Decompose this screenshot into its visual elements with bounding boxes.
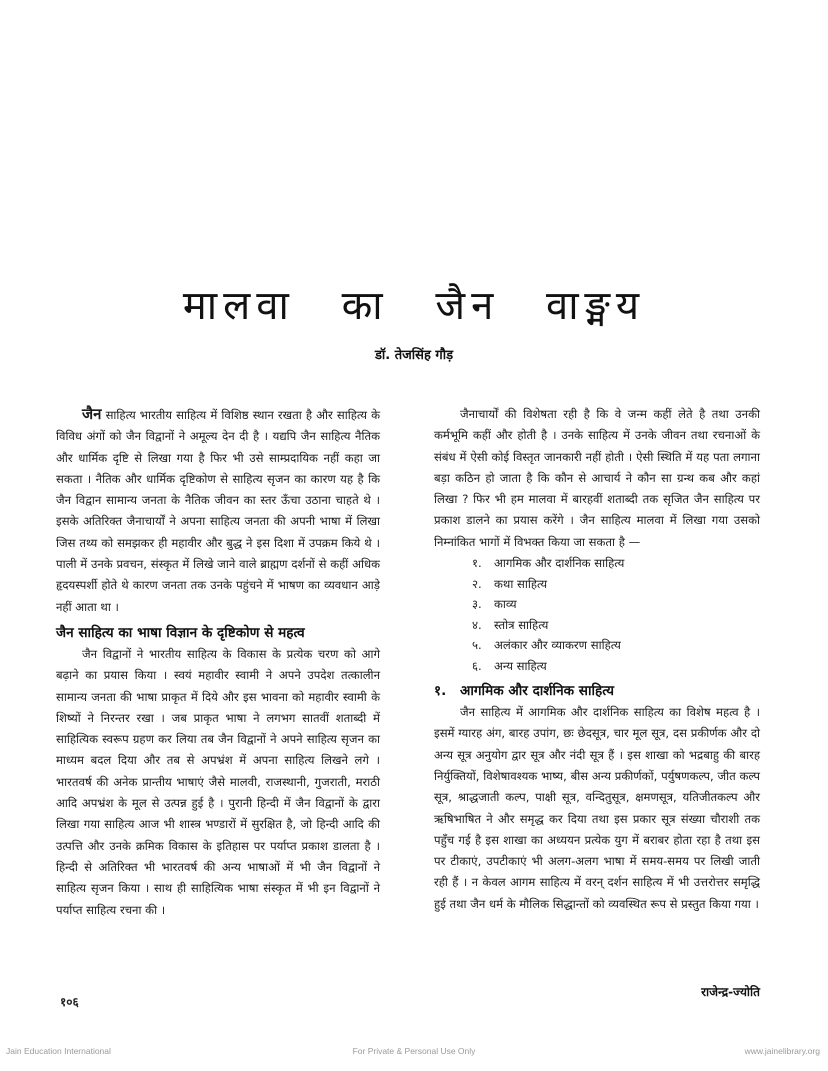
- section-heading: जैन साहित्य का भाषा विज्ञान के दृष्टिकोण से महत्व: [56, 624, 305, 641]
- list-label: आगमिक और दार्शनिक साहित्य: [494, 556, 625, 571]
- divisions-list: [434, 553, 760, 676]
- list-number: ३.: [472, 597, 482, 612]
- title-word: का: [341, 283, 389, 329]
- list-item: [472, 656, 760, 677]
- title-word: जैन: [435, 283, 500, 329]
- list-label: कथा साहित्य: [494, 576, 548, 591]
- section-heading: [434, 680, 760, 702]
- title-word: वाङ्मय: [546, 283, 646, 329]
- section-number: १.: [434, 683, 447, 700]
- right-column: [434, 404, 760, 915]
- left-column: [56, 404, 380, 921]
- list-item: [472, 574, 760, 595]
- list-label: काव्य: [494, 597, 517, 612]
- footer-center: For Private & Personal Use Only: [352, 1046, 476, 1056]
- journal-name: राजेन्द्र-ज्योति: [701, 985, 760, 999]
- drop-word: जैन: [82, 405, 102, 423]
- list-number: ४.: [472, 617, 482, 632]
- section-paragraph: जैन साहित्य में आगमिक और दार्शनिक साहित्य का विशेष महत्व है । इसमें ग्यारह अंग, बारह उपांग, छः छेदसूत्र, चार मूल सूत्र, दस प्रकीर्णक और दो अन्य सूत्र अनुयोग द्वार सूत्र और नंदी सूत्र हैं । इस शाखा को भद्रबाहु की बारह निर्युक्तियों, विशेषावश्यक भाष्य, बीस अन्य प्रकीर्णकों, पर्युषणकल्प, जीत कल्प सूत्र, श्राद्धजाती कल्प, पाक्षी सूत्र, वन्दितुसूत्र, क्षमणसूत्र, यतिजीतकल्प और ऋषिभाषित ने और समृद्ध कर दिया तथा इस प्रकार सूत्र संख्या चौराशी तक पहुँच गई है इस शाखा का अध्ययन प्रत्येक युग में बराबर होता रहा है तथा इस पर टीकाएं, उपटीकाएं भी अलग-अलग भाषा में समय-समय पर लिखी जाती रही हैं । न केवल आगम साहित्य में वरन् दर्शन साहित्य में भी उत्तरोत्तर समृद्धि हुई तथा जैन धर्म के मौलिक सिद्धान्तों को व्यवस्थित रूप से प्रस्तुत किया गया ।: [434, 705, 760, 911]
- list-label: अलंकार और व्याकरण साहित्य: [494, 638, 621, 653]
- list-number: २.: [472, 576, 482, 591]
- intro-paragraph: जैनाचार्यों की विशेषता रही है कि वे जन्म कहीं लेते है तथा उनकी कर्मभूमि कहीं और होती है । उनके साहित्य में उनके जीवन तथा रचनाओं के संबंध में ऐसी कोई विस्तृत जानकारी नहीं होती । ऐसी स्थिति में यह पता लगाना बड़ा कठिन हो जाता है कि कौन से आचार्य ने कौन सा ग्रन्थ कब और कहां लिखा ? फिर भी हम मालवा में बारहवीं शताब्दी तक सृजित जैन साहित्य पर प्रकाश डालने का प्रयास करेंगे । जैन साहित्य मालवा में लिखा गया उसको निम्नांकित भागों में विभक्त किया जा सकता है —: [434, 407, 760, 549]
- list-item: [472, 615, 760, 636]
- footer-right: www.jainelibrary.org: [744, 1046, 820, 1056]
- page-number: १०६: [60, 995, 79, 1009]
- intro-text: साहित्य भारतीय साहित्य में विशिष्ठ स्थान रखता है और साहित्य के विविध अंगों को जैन विद्वानों ने अमूल्य देन दी है । यद्यपि जैन साहित्य नैतिक और धार्मिक दृष्टि से लिखा गया है फिर भी उसे साम्प्रदायिक नहीं कहा जा सकता । नैतिक और धार्मिक दृष्टिकोण से साहित्य सृजन का कारण यह है कि जैन विद्वान सामान्य जनता के नैतिक जीवन का स्तर ऊँचा उठाना चाहते थे । इसके अतिरिक्त जैनाचार्यों ने अपना साहित्य जनता की अपनी भाषा में लिखा जिस तथ्य को समझकर ही महावीर और बुद्ध ने इस दिशा में उपक्रम किये थे । पाली में उनके प्रवचन, संस्कृत में लिखे जाने वाले ब्राह्मण दर्शनों से कहीं अधिक हृदयस्पर्शी होते थे कारण जनता तक उनके पहुंचने में भाषण का व्यवधान आड़े नहीं आता था ।: [56, 408, 381, 614]
- section-heading-text: आगमिक और दार्शनिक साहित्य: [460, 683, 615, 700]
- author-byline: डॉ. तेजसिंह गौड़: [374, 348, 454, 363]
- article-title: [0, 276, 828, 331]
- intro-paragraph: [56, 404, 380, 618]
- list-number: १.: [472, 556, 482, 571]
- list-item: [472, 635, 760, 656]
- list-label: स्तोत्र साहित्य: [494, 617, 549, 632]
- list-label: अन्य साहित्य: [494, 658, 547, 673]
- list-item: [472, 553, 760, 574]
- list-item: [472, 594, 760, 615]
- list-number: ६.: [472, 658, 482, 673]
- footer-left: Jain Education International: [6, 1046, 111, 1056]
- list-number: ५.: [472, 638, 482, 653]
- section-paragraph: जैन विद्वानों ने भारतीय साहित्य के विकास के प्रत्येक चरण को आगे बढ़ाने का प्रयास किया । स्वयं महावीर स्वामी ने अपने उपदेश तत्कालीन सामान्य जनता की भाषा प्राकृत में दिये और इस भावना को महावीर स्वामी के शिष्यों ने निरन्तर रखा । जब प्राकृत भाषा ने लगभग सातवीं शताब्दी में साहित्यिक स्वरूप ग्रहण कर लिया तब जैन विद्वानों ने अपने साहित्य सृजन का माध्यम बदल दिया और तब से अपभ्रंश में अपना साहित्य लिखने लगे । भारतवर्ष की अनेक प्रान्तीय भाषाएं जैसे मालवी, राजस्थानी, गुजराती, मराठी आदि अपभ्रंश के मूल से उत्पन्न हुई है । पुरानी हिन्दी में जैन विद्वानों के द्वारा लिखा गया साहित्य आज भी शास्त्र भण्डारों में सुरक्षित है, जो हिन्दी आदि की उत्पत्ति और उनके क्रमिक विकास के इतिहास पर पर्याप्त प्रकाश डालता है । हिन्दी से अतिरिक्त भी भारतवर्ष की अन्य भाषाओं में भी जैन विद्वानों ने साहित्य सृजन किया । साथ ही साहित्यिक भाषा संस्कृत में भी इन विद्वानों ने पर्याप्त साहित्य रचना की ।: [56, 646, 380, 917]
- title-word: मालवा: [182, 283, 295, 329]
